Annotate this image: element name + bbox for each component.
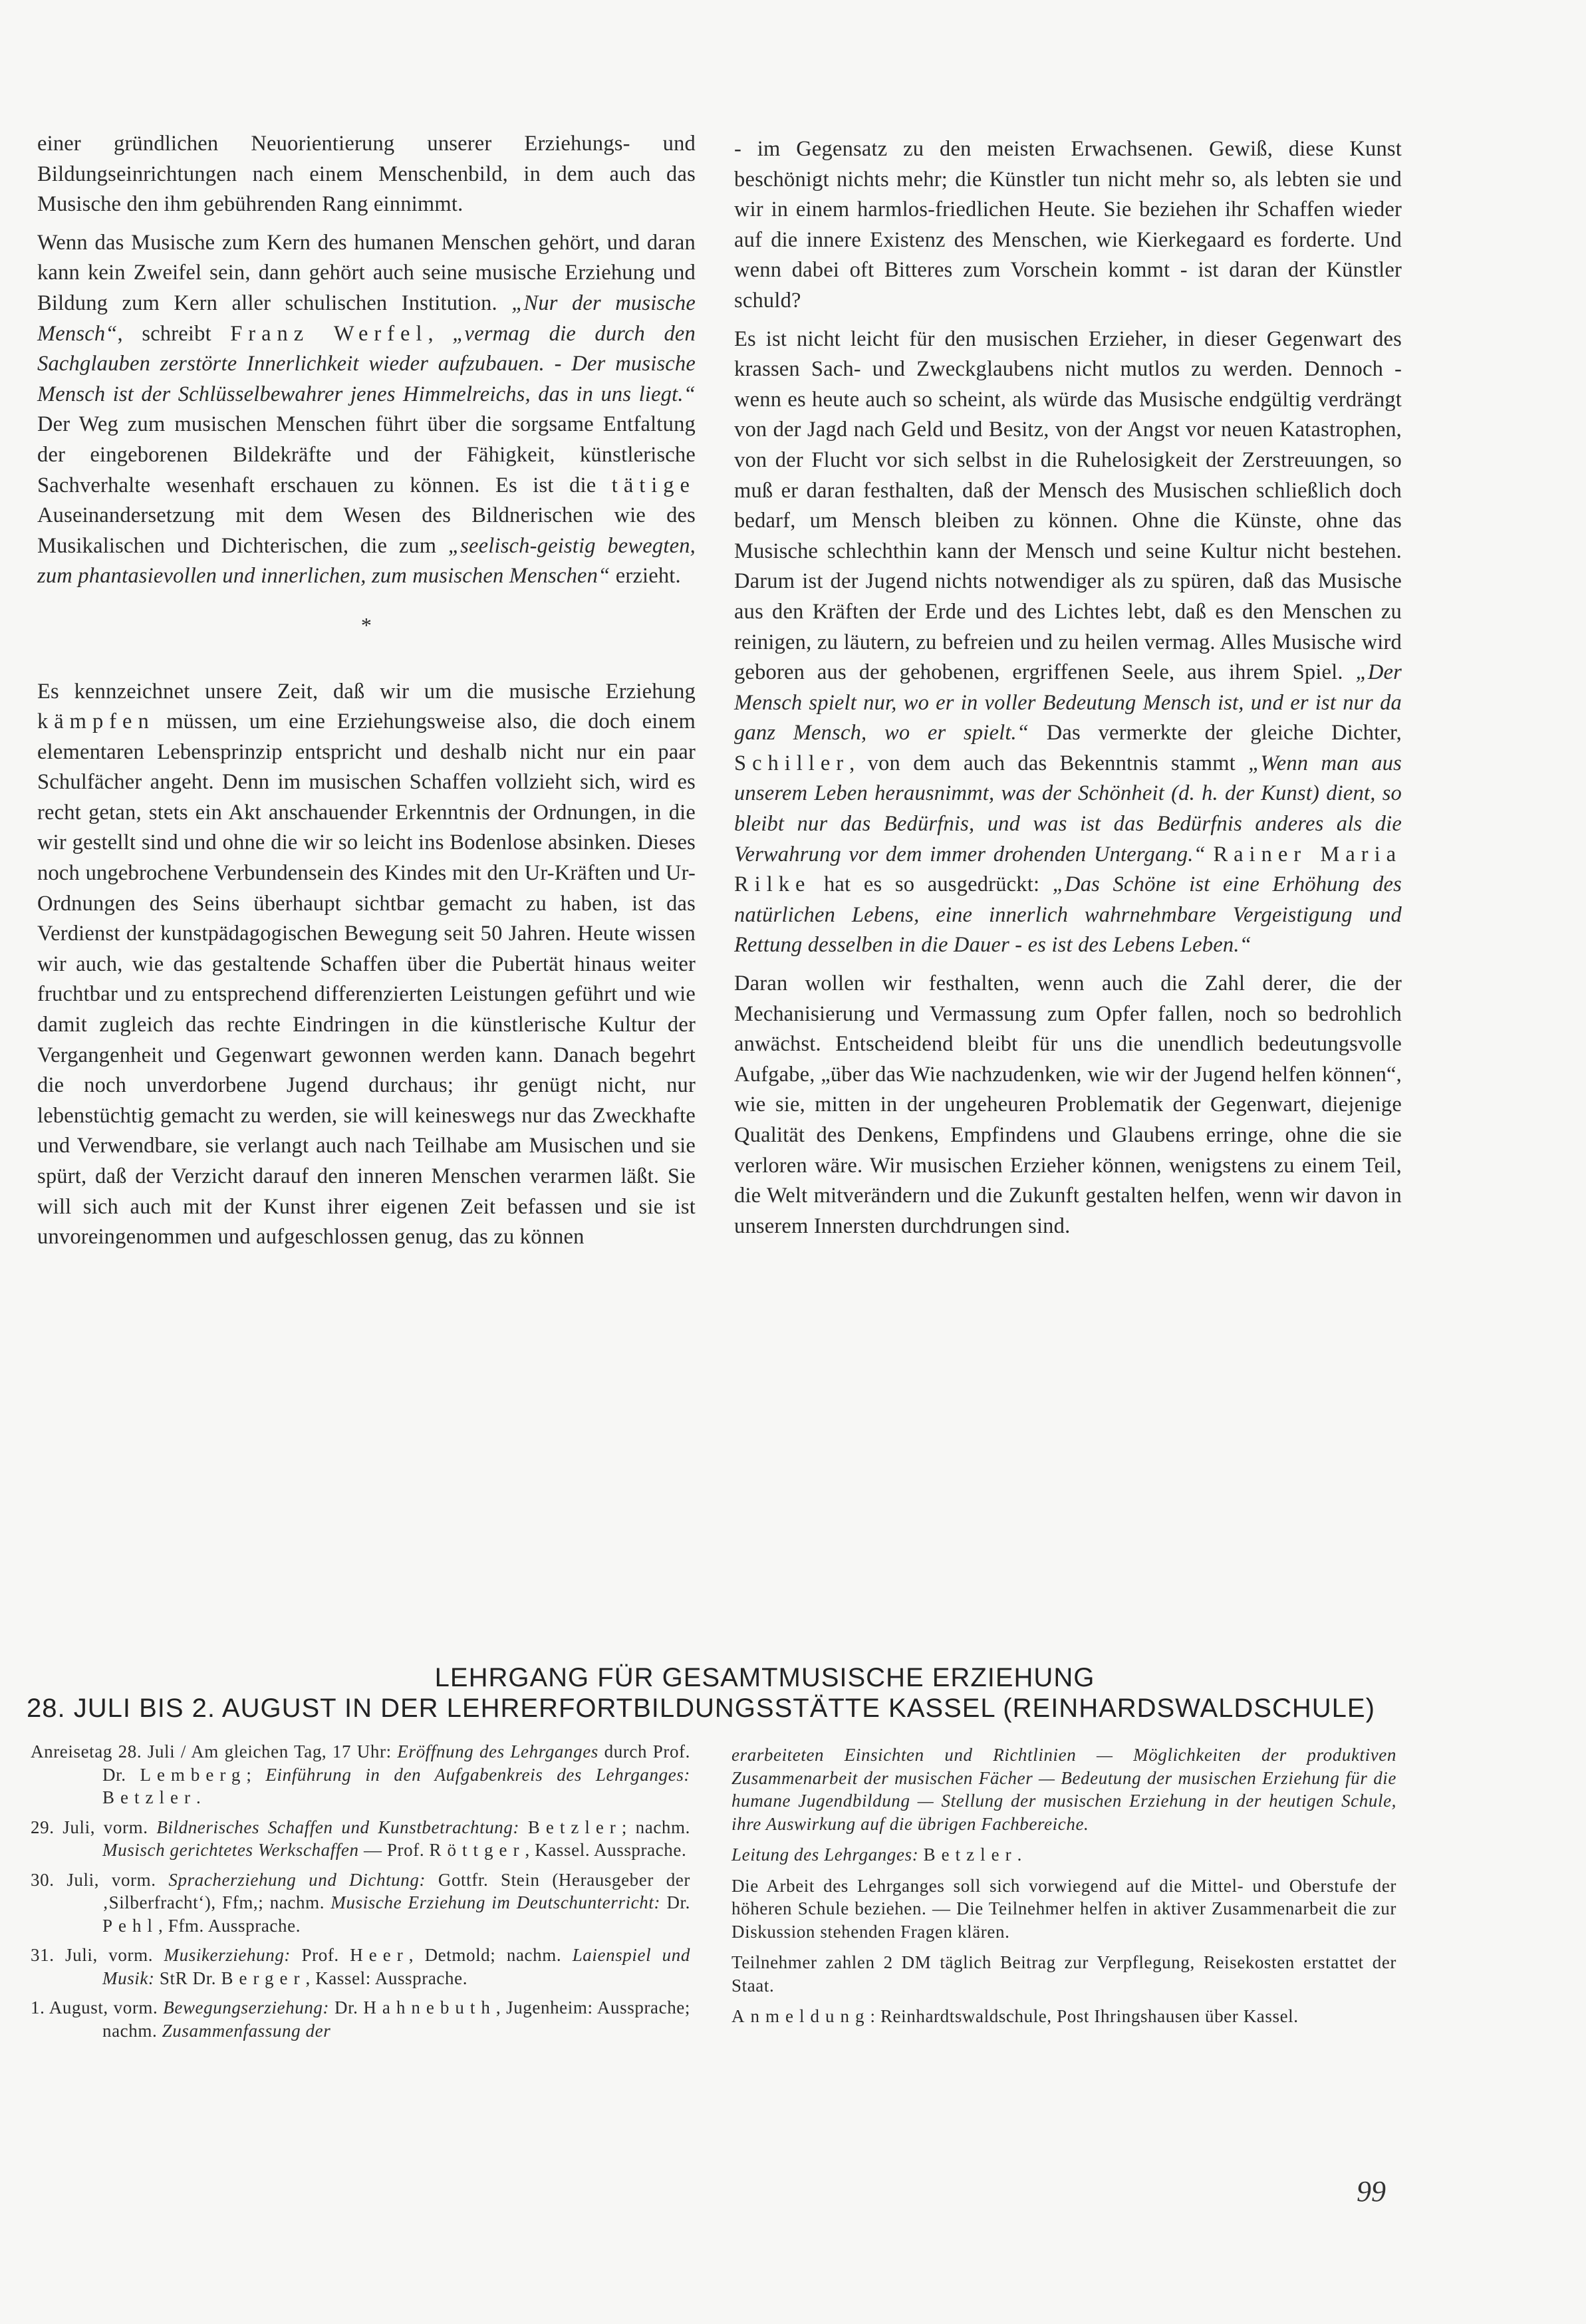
program-entry: 1. August, vorm. Bewegungserziehung: Dr. Hahnebuth, Jugenheim: Aussprache; nachm. Zusammenfassung der [31, 1998, 690, 2041]
program-entry: Anreisetag 28. Juli / Am gleichen Tag, 17 Uhr: Eröffnung des Lehrganges durch Prof. Dr. Lemberg; Einführung in den Aufgabenkreis des Lehrganges: Betzler. [31, 1742, 691, 1807]
registration-info: Anmeldung: Reinhardtswaldschule, Post Ihringshausen über Kassel. [731, 2006, 1299, 2026]
section-separator: * [360, 612, 372, 637]
paragraph: Daran wollen wir festhalten, wenn auch die Zahl derer, die der Mechanisierung und Vermassung zum Opfer fallen, noch so bedrohlich anwächst. Entscheidend bleibt für uns die unendlich bedeutungsvolle Aufgabe, „über das Wie nachzudenken, wie wir der Jugend helfen können“, wie sie, mitten in der ungeheuren Problematik der Gegenwart, diejenige Qualität des Denkens, Empfindens und Glaubens erringe, ohne die sie verloren wäre. Wir musischen Erzieher können, wenigstens zu einem Teil, die Welt mitverändern und die Zukunft gestalten helfen, wenn wir davon in unserem Innersten durchdrungen sind. [734, 971, 1402, 1238]
course-fees: Teilnehmer zahlen 2 DM täglich Beitrag zur Verpflegung, Reisekosten erstattet der Staat. [731, 1952, 1396, 1996]
program-entry: 31. Juli, vorm. Musikerziehung: Prof. Heer, Detmold; nachm. Laienspiel und Musik: StR Dr. Berger, Kassel: Aussprache. [31, 1945, 690, 1988]
course-program-right [731, 1743, 1396, 2036]
paragraph: Es ist nicht leicht für den musischen Erzieher, in dieser Gegenwart des krassen Sach- und Zweckglaubens nicht mutlos zu werden. Dennoch - wenn es heute auch so scheint, als würde das Musische endgültig verdrängt von der Jagd nach Geld und Besitz, von der Angst vor neuen Katastrophen, von der Flucht vor sich selbst in die Ruhelosigkeit der Zerstreuungen, so muß er daran festhalten, daß der Mensch des Musischen schließlich doch bedarf, um Mensch bleiben zu können. Ohne die Künste, ohne das Musische schlechthin kann der Mensch und seine Kultur nicht bestehen. Darum ist der Jugend nichts notwendiger als zu spüren, daß das Musische aus den Kräften der Erde und des Lichtes lebt, daß es den Menschen zu reinigen, zu läutern, zu befreien und zu heilen vermag. Alles Musische wird geboren aus der gehobenen, ergriffenen Seele, aus ihrem Spiel. „Der Mensch spielt nur, wo er in voller Bedeutung Mensch ist, und er ist nur da ganz Mensch, wo er spielt.“ Das vermerkte der gleiche Dichter, Schiller, von dem auch das Bekenntnis stammt „Wenn man aus unserem Leben herausnimmt, was der Schönheit (d. h. der Kunst) dient, so bleibt nur das Bedürfnis, und was ist das Bedürfnis anderes als die Verwahrung vor dem immer drohenden Untergang.“ Rainer Maria Rilke hat es so ausgedrückt: „Das Schöne ist eine Erhöhung des natürlichen Lebens, eine innerlich wahrnehmbare Vergeistigung und Rettung desselben in die Dauer - es ist des Lebens Leben.“ [734, 326, 1402, 958]
course-program-left [31, 1740, 690, 2049]
program-entry: 29. Juli, vorm. Bildnerisches Schaffen und Kunstbetrachtung: Betzler; nachm. Musisch gerichtetes Werkschaffen — Prof. Röttger, Kassel. Aussprache. [31, 1817, 690, 1860]
course-lead: Leitung des Lehrganges: Betzler. [731, 1845, 1022, 1865]
right-text-column [734, 134, 1402, 1249]
course-notice-title [27, 1662, 1410, 1724]
paragraph: - im Gegensatz zu den meisten Erwachsenen. Gewiß, diese Kunst beschönigt nichts mehr; die Künstler tun nicht mehr so, als lebten sie und wir in einem harmlos-friedlichen Heute. Sie beziehen ihr Schaffen wieder auf die innere Existenz des Menschen, wie Kierkegaard es forderte. Und wenn dabei oft Bitteres zum Vorschein kommt - ist daran der Künstler schuld? [734, 137, 1402, 313]
page-number: 99 [1357, 2175, 1386, 2208]
program-summary: erarbeiteten Einsichten und Richtlinien — Möglichkeiten der produktiven Zusammenarbeit der musischen Fächer — Bedeutung der musischen Erziehung für die humane Jugendbildung — Stellung der musischen Erziehung in der heutigen Schule, ihre Auswirkung auf die übrigen Fachbereiche. [731, 1745, 1396, 1834]
paragraph: Wenn das Musische zum Kern des humanen Menschen gehört, und daran kann kein Zweifel sein, dann gehört auch seine musische Erziehung und Bildung zum Kern aller schulischen Institution. „Nur der musische Mensch“, schreibt Franz Werfel, „vermag die durch den Sachglauben zerstörte Innerlichkeit wieder aufzubauen. - Der musische Mensch ist der Schlüsselbewahrer jenes Himmelreichs, das in uns liegt.“ Der Weg zum musischen Menschen führt über die sorgsame Entfaltung der eingeborenen Bildekräfte und der Fähigkeit, künstlerische Sachverhalte wesenhaft erschauen zu können. Es ist die tätige Auseinandersetzung mit dem Wesen des Bildnerischen wie des Musikalischen und Dichterischen, die zum „seelisch-geistig bewegten, zum phantasievollen und innerlichen, zum musischen Menschen“ erzieht. [37, 230, 696, 588]
course-description: Die Arbeit des Lehrganges soll sich vorwiegend auf die Mittel- und Oberstufe der höheren Schule beziehen. — Die Teilnehmer helfen in aktiver Zusammenarbeit die zur Diskussion stehenden Fragen klären. [731, 1875, 1396, 1942]
notice-title-line-2: 28. JULI BIS 2. AUGUST IN DER LEHRERFORTBILDUNGSSTÄTTE KASSEL (REINHARDSWALDSCHULE) [27, 1694, 1375, 1723]
paragraph: einer gründlichen Neuorientierung unserer Erziehungs- und Bildungseinrichtungen nach einem Menschenbild, in dem auch das Musische den ihm gebührenden Rang einnimmt. [37, 132, 696, 217]
paragraph: Es kennzeichnet unsere Zeit, daß wir um die musische Erziehung kämpfen müssen, um eine Erziehungsweise also, die doch einem elementaren Lebensprinzip entspricht und deshalb nicht nur ein paar Schulfächer angeht. Denn im musischen Schaffen vollzieht sich, wird es recht getan, stets ein Akt anschauender Erkenntnis der Ordnungen, in die wir gestellt sind und ohne die wir so leicht ins Bodenlose absinken. Dieses noch ungebrochene Verbundensein des Kindes mit den Ur-Kräften und Ur-Ordnungen des Seins überhaupt sichtbar gemacht zu haben, ist das Verdienst der kunstpädagogischen Bewegung seit 50 Jahren. Heute wissen wir auch, wie das gestaltende Schaffen über die Pubertät hinaus weiter fruchtbar und zu entsprechend differenzierten Leistungen geführt und wie damit zugleich das rechte Eindringen in die künstlerische Kultur der Vergangenheit und Gegenwart gewonnen werden kann. Danach begehrt die noch unverdorbene Jugend durchaus; ihr genügt nicht, nur lebenstüchtig gemacht zu werden, sie will keineswegs nur das Zweckhafte und Verwendbare, sie verlangt auch nach Teilhabe am Musischen und sie spürt, daß der Verzicht darauf den inneren Menschen verarmen läßt. Sie will sich auch mit der Kunst ihrer eigenen Zeit befassen und sie ist unvoreingenommen und aufgeschlossen genug, das zu können [37, 679, 696, 1249]
left-text-column [37, 129, 696, 1261]
notice-title-line-1: LEHRGANG FÜR GESAMTMUSISCHE ERZIEHUNG [434, 1663, 1095, 1692]
program-entry: 30. Juli, vorm. Spracherziehung und Dichtung: Gottfr. Stein (Herausgeber der ‚Silberfracht‘), Ffm,; nachm. Musische Erziehung im Deutschunterricht: Dr. Pehl, Ffm. Aussprache. [31, 1869, 690, 1936]
